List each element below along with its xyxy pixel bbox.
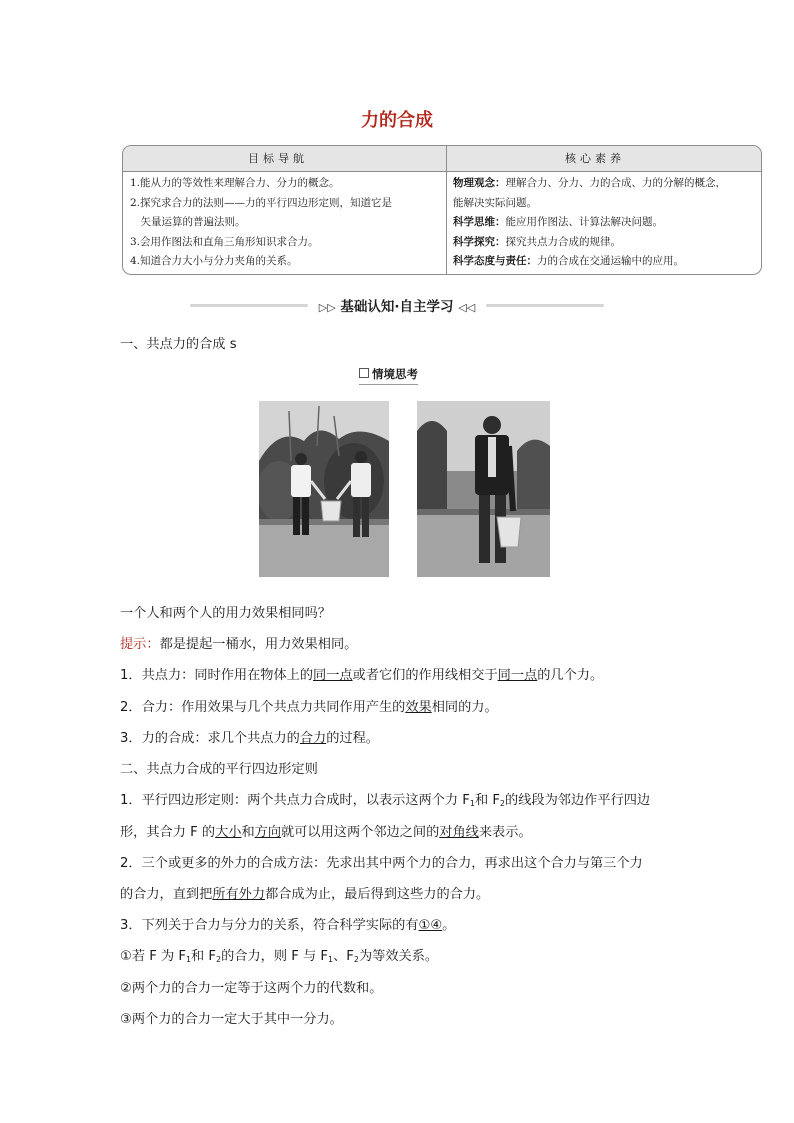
competency-text: 能应用作图法、计算法解决问题。 bbox=[505, 216, 663, 228]
banner-text-wrap bbox=[190, 295, 604, 315]
two-people-photo bbox=[259, 401, 389, 577]
rule-2-cont-a: 的合力，直到把 bbox=[120, 887, 213, 902]
rule-2: 2．三个或更多的外力的合成方法：先求出其中两个力的合力，再求出这个合力与第三个力 bbox=[120, 856, 643, 871]
competency-item bbox=[453, 194, 755, 214]
rule-3-answer: ①④ bbox=[418, 918, 443, 933]
hint bbox=[120, 633, 357, 652]
item-2 bbox=[120, 696, 498, 715]
arrow-right-icon: ▷▷ bbox=[318, 301, 336, 314]
rule-1-answer-2: 方向 bbox=[254, 825, 282, 840]
goal-item: 矢量运算的普遍法则。 bbox=[130, 216, 246, 228]
hint-label: 提示： bbox=[120, 637, 160, 652]
rule-1-and: 和 bbox=[241, 825, 255, 840]
goal-item: 3.会用作图法和直角三角形知识求合力。 bbox=[130, 235, 319, 248]
option-1-e: 为等效关系。 bbox=[358, 949, 439, 964]
competency-label: 科学探究： bbox=[453, 235, 506, 248]
rule-2-cont-b: 都合成为止，最后得到这些力的合力。 bbox=[265, 887, 490, 902]
arrow-left-icon: ◁◁ bbox=[458, 301, 476, 314]
item-1-text-c: 的几个力。 bbox=[537, 668, 604, 683]
item-1-text-a: 1．共点力：同时作用在物体上的 bbox=[120, 668, 314, 683]
item-1-answer-2: 同一点 bbox=[497, 668, 538, 683]
item-2-answer: 效果 bbox=[405, 700, 432, 715]
option-1-a: ①若 F 为 F bbox=[120, 949, 186, 964]
subscript: 2 bbox=[499, 799, 506, 808]
rule-1-cont bbox=[120, 821, 532, 840]
item-3-answer: 合力 bbox=[299, 731, 327, 746]
table-divider bbox=[446, 146, 447, 274]
item-2-text-b: 相同的力。 bbox=[431, 700, 498, 715]
rule-1-cont-b: 就可以用这两个邻边之间的 bbox=[281, 825, 440, 840]
rule-1-cont-c: 来表示。 bbox=[478, 825, 532, 840]
item-3-text-b: 的过程。 bbox=[326, 731, 379, 746]
rule-3-text-b: 。 bbox=[442, 918, 456, 933]
question: 一个人和两个人的用力效果相同吗？ bbox=[120, 606, 331, 621]
item-2-text-a: 2．合力：作用效果与几个共点力共同作用产生的 bbox=[120, 700, 406, 715]
competency-text: 理解合力、分力、力的合成、力的分解的概念， bbox=[505, 177, 726, 189]
goal-item: 2.探究求合力的法则——力的平行四边形定则，知道它是 bbox=[130, 196, 393, 209]
competency-label: 物理观念： bbox=[453, 177, 506, 189]
goals-list bbox=[130, 174, 442, 272]
goals-table-header bbox=[123, 146, 761, 172]
goal-item: 4.知道合力大小与分力夹角的关系。 bbox=[130, 255, 298, 267]
competency-header: 核心素养 bbox=[565, 152, 625, 165]
goal-item: 1.能从力的等效性来理解合力、分力的概念。 bbox=[130, 177, 340, 189]
rule-1-answer-1: 大小 bbox=[215, 825, 242, 840]
rule-1-answer-3: 对角线 bbox=[439, 825, 479, 840]
goals-header: 目标导航 bbox=[248, 152, 308, 165]
competency-item bbox=[453, 252, 755, 272]
rule-1-text-c: 的线段为邻边作平行四边 bbox=[505, 793, 651, 808]
section-banner bbox=[190, 294, 604, 316]
competency-list bbox=[453, 174, 755, 272]
one-person-photo bbox=[417, 401, 550, 577]
competency-item bbox=[453, 174, 755, 194]
rule-1 bbox=[120, 789, 650, 808]
scenario-tag-label: 情境思考 bbox=[372, 367, 418, 381]
option-1-c: 的合力，则 F 与 F bbox=[221, 949, 328, 964]
section1-title: 一、共点力的合成 s bbox=[120, 337, 237, 352]
competency-text: 能解决实际问题。 bbox=[453, 196, 537, 209]
rule-1-cont-a: 形，其合力 F 的 bbox=[120, 825, 216, 840]
item-3 bbox=[120, 727, 379, 746]
option-1-b: 和 F bbox=[191, 949, 217, 964]
item-1 bbox=[120, 664, 603, 683]
competency-text: 探究共点力合成的规律。 bbox=[505, 235, 621, 248]
competency-item bbox=[453, 233, 755, 253]
hint-text: 都是提起一桶水，用力效果相同。 bbox=[159, 637, 358, 652]
banner-title: 基础认知·自主学习 bbox=[340, 299, 454, 315]
rule-2-answer: 所有外力 bbox=[212, 887, 266, 902]
subscript: 1 bbox=[185, 955, 192, 964]
subscript: 2 bbox=[216, 955, 222, 964]
option-1 bbox=[120, 945, 438, 964]
square-icon bbox=[359, 368, 369, 378]
competency-item bbox=[453, 213, 755, 233]
rule-1-text-a: 1．平行四边形定则：两个共点力合成时，以表示这两个力 F bbox=[120, 793, 470, 808]
item-3-text-a: 3．力的合成：求几个共点力的 bbox=[120, 731, 300, 746]
rule-3-text-a: 3．下列关于合力与分力的关系，符合科学实际的有 bbox=[120, 918, 419, 933]
rule-3 bbox=[120, 914, 455, 933]
section2-title: 二、共点力合成的平行四边形定则 bbox=[120, 762, 318, 777]
scenario-tag bbox=[359, 366, 418, 385]
item-1-text-b: 或者它们的作用线相交于 bbox=[352, 668, 498, 683]
rule-1-text-b: 和 F bbox=[474, 793, 500, 808]
rule-2-cont bbox=[120, 883, 489, 902]
option-1-d: 、F bbox=[333, 949, 354, 964]
item-1-answer-1: 同一点 bbox=[313, 668, 353, 683]
subscript: 1 bbox=[469, 799, 475, 808]
subscript: 2 bbox=[353, 955, 359, 964]
option-3: ③两个力的合力一定大于其中一分力。 bbox=[120, 1012, 343, 1027]
competency-text: 力的合成在交通运输中的应用。 bbox=[537, 255, 684, 267]
subscript: 1 bbox=[327, 955, 334, 964]
goals-table bbox=[122, 145, 762, 275]
option-2: ②两个力的合力一定等于这两个力的代数和。 bbox=[120, 981, 383, 996]
competency-label: 科学态度与责任： bbox=[453, 255, 537, 267]
page-title: 力的合成 bbox=[361, 110, 433, 131]
competency-label: 科学思维： bbox=[453, 216, 506, 228]
